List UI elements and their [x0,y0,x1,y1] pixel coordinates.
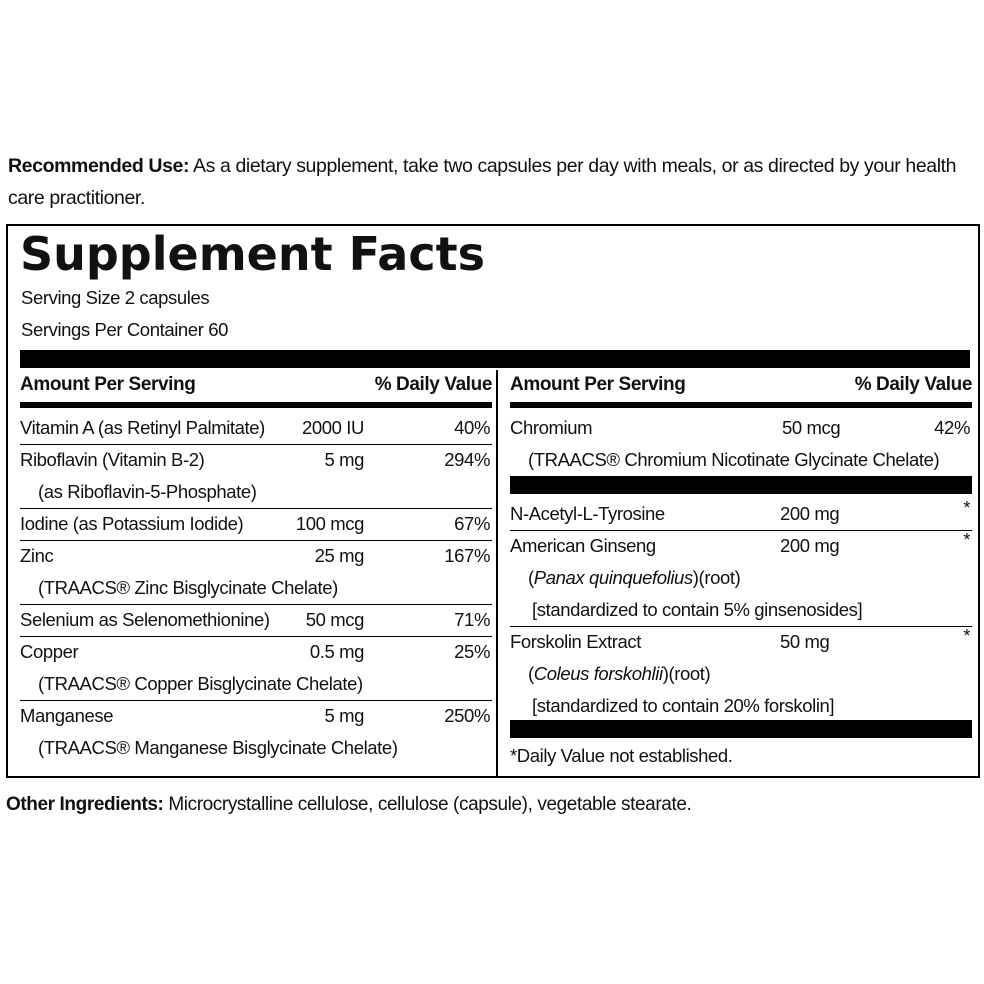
nutrient-amount: 5 mg [324,449,364,470]
nutrient-name: Forskolin Extract [510,631,641,652]
botanical-source [528,662,710,686]
nutrient-dv: 167% [444,545,490,566]
nutrient-name: Vitamin A (as Retinyl Palmitate) [20,417,265,438]
plant-part: )(root) [692,567,741,588]
nutrient-name: Selenium as Selenomethionine) [20,609,270,630]
nutrient-subtext: (TRAACS® Manganese Bisglycinate Chelate) [38,737,398,758]
paren: ( [528,663,534,684]
nutrient-name: Copper [20,641,79,662]
recommended-use-text: As a dietary supplement, take two capsules per day with meals, or as directed by your health care practitioner. [8,155,957,209]
supplement-facts-panel [6,224,980,778]
nutrient-subtext: (TRAACS® Zinc Bisglycinate Chelate) [38,577,338,598]
nutrient-dv: * [963,625,970,646]
nutrient-amount: 200 mg [780,535,840,556]
plant-part: )(root) [662,663,711,684]
row-divider [20,604,492,605]
latin-name: Coleus forskohlii [533,663,663,684]
nutrient-name: Iodine (as Potassium Iodide) [20,513,244,534]
nutrient-amount: 25 mg [314,545,364,566]
recommended-use-label: Recommended Use: [8,155,190,177]
row-divider [20,444,492,445]
row-divider [20,636,492,637]
thick-divider-bar [510,476,972,494]
nutrient-dv: 42% [934,417,970,438]
column-divider [496,370,498,776]
standardization-note: [standardized to contain 5% ginsenosides] [532,599,863,620]
latin-name: Panax quinquefolius [533,567,693,588]
row-divider [510,626,972,627]
nutrient-subtext: (TRAACS® Copper Bisglycinate Chelate) [38,673,363,694]
other-ingredients-text: Microcrystalline cellulose, cellulose (capsule), vegetable stearate. [163,794,692,815]
right-header-rule [510,402,972,408]
recommended-use [8,150,980,214]
nutrient-subtext: (TRAACS® Chromium Nicotinate Glycinate Chelate) [528,449,940,470]
nutrient-dv: 294% [444,449,490,470]
left-dv-header: % Daily Value [374,374,492,395]
nutrient-amount: 5 mg [324,705,364,726]
footnote: *Daily Value not established. [510,745,733,766]
right-dv-header: % Daily Value [854,374,972,395]
serving-size: Serving Size 2 capsules [21,287,210,308]
nutrient-amount: 50 mcg [305,609,364,630]
nutrient-subtext: (as Riboflavin-5-Phosphate) [38,481,257,502]
nutrient-amount: 2000 IU [302,417,364,438]
nutrient-amount: 50 mcg [782,417,841,438]
nutrient-dv: 25% [454,641,490,662]
thick-divider-bar [510,720,972,738]
nutrient-dv: 71% [454,609,490,630]
standardization-note: [standardized to contain 20% forskolin] [532,695,835,716]
panel-title: Supplement Facts [20,227,485,281]
nutrient-dv: * [963,529,970,550]
row-divider [20,700,492,701]
nutrient-name: Manganese [20,705,114,726]
nutrient-dv: 40% [454,417,490,438]
nutrient-dv: 250% [444,705,490,726]
left-header-rule [20,402,492,408]
other-ingredients-label: Other Ingredients: [6,794,164,815]
nutrient-amount: 0.5 mg [309,641,364,662]
row-divider [20,540,492,541]
nutrient-name: American Ginseng [510,535,656,556]
row-divider [20,508,492,509]
servings-per-container: Servings Per Container 60 [21,319,228,340]
right-amount-header: Amount Per Serving [510,374,686,395]
botanical-source [528,566,740,590]
nutrient-name: N-Acetyl-L-Tyrosine [510,503,665,524]
nutrient-dv: 67% [454,513,490,534]
nutrient-dv: * [963,497,970,518]
left-amount-header: Amount Per Serving [20,374,196,395]
nutrient-amount: 50 mg [780,631,830,652]
nutrient-amount: 100 mcg [295,513,364,534]
nutrient-name: Riboflavin (Vitamin B-2) [20,449,205,470]
nutrient-name: Zinc [20,545,54,566]
thick-divider-bar [20,350,970,368]
nutrient-name: Chromium [510,417,593,438]
other-ingredients [6,792,691,818]
paren: ( [528,567,534,588]
nutrient-amount: 200 mg [780,503,840,524]
row-divider [510,530,972,531]
